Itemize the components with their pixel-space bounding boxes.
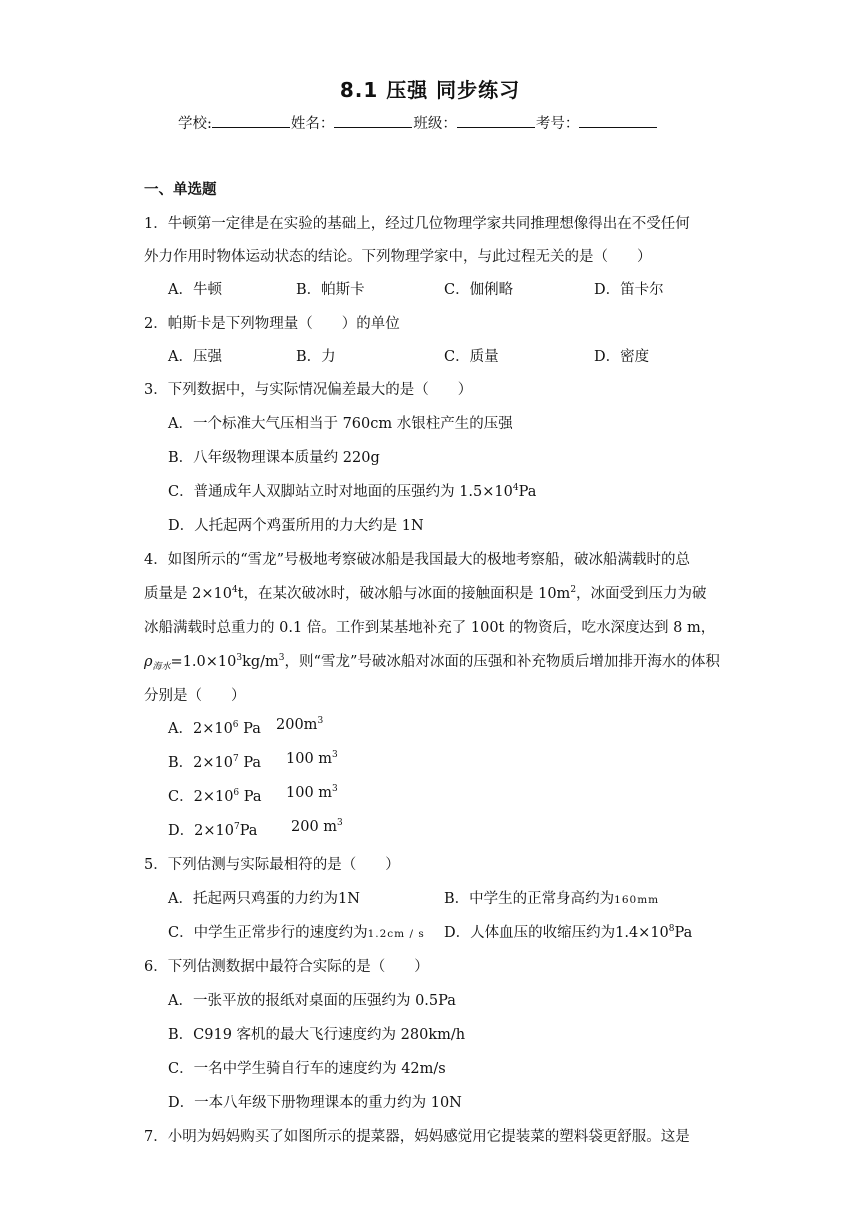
question-4-line-3: 冰船满载时总重力的 0.1 倍。工作到某基地补充了 100t 的物资后，吃水深度达到 8 m，: [144, 620, 716, 636]
question-3-line-1: 3．下列数据中，与实际情况偏差最大的是（ ）: [144, 382, 473, 398]
question-2-option-b: B．力: [296, 349, 336, 365]
question-1-line-2: 外力作用时物体运动状态的结论。下列物理学家中，与此过程无关的是（ ）: [144, 249, 652, 265]
question-4-option-a-volume: $200m^3$: [276, 716, 324, 733]
question-3-option-d: D．人托起两个鸡蛋所用的力大约是 1N: [168, 518, 424, 534]
name-label: 姓名：: [290, 116, 335, 132]
question-6-option-a: A．一张平放的报纸对桌面的压强约为 0.5Pa: [168, 993, 456, 1009]
question-4-line-2: 质量是 $2\times 10^4t$，在某次破冰时，破冰船与冰面的接触面积是 $10m^2$，冰面受到压力为破: [144, 585, 707, 602]
question-4-line-4: $\rho_{海水}=1.0\times 10^3kg/m^3$，则“雪龙”号破冰船对冰面的压强和补充物质后增加排开海水的体积: [144, 653, 720, 672]
question-5-option-c: C．中学生正常步行的速度约为1.2cm / s: [168, 925, 425, 941]
question-4-option-c-volume: 100 $m^3$: [286, 784, 338, 801]
question-3-option-a: A．一个标准大气压相当于 760cm 水银柱产生的压强: [168, 416, 513, 432]
question-6-option-c: C．一名中学生骑自行车的速度约为 42m/s: [168, 1061, 446, 1077]
question-2-option-c: C．质量: [444, 349, 499, 365]
exam-number-blank[interactable]: [579, 113, 657, 128]
question-4-option-b-volume: 100 $m^3$: [286, 750, 338, 767]
student-info-row: [178, 112, 658, 133]
question-6-option-d: D．一本八年级下册物理课本的重力约为 10N: [168, 1095, 462, 1111]
school-blank[interactable]: [212, 113, 290, 128]
question-1-option-d: D．笛卡尔: [594, 282, 664, 298]
question-7-line-1: 7．小明为妈妈购买了如图所示的提菜器，妈妈感觉用它提装菜的塑料袋更舒服。这是: [144, 1129, 690, 1145]
question-6-option-b: B．C919 客机的最大飞行速度约为 280km/h: [168, 1027, 466, 1043]
question-3-option-c: C．普通成年人双脚站立时对地面的压强约为 $1.5\times 10^4Pa$: [168, 483, 537, 500]
question-4-line-1: 4．如图所示的“雪龙”号极地考察破冰船是我国最大的极地考察船，破冰船满载时的总: [144, 552, 691, 568]
question-4-option-a: A．$2\times 10^6$ Pa: [168, 720, 261, 737]
question-1-option-b: B．帕斯卡: [296, 282, 365, 298]
section-heading: 一、单选题: [144, 182, 217, 198]
exam-number-label: 考号：: [535, 116, 580, 132]
school-label: 学校:: [178, 116, 212, 132]
question-4-option-d: D．$2\times 10^7Pa$: [168, 822, 258, 839]
question-4-option-d-volume: 200 $m^3$: [291, 818, 343, 835]
name-blank[interactable]: [334, 113, 412, 128]
question-5-option-a: A．托起两只鸡蛋的力约为1N: [168, 891, 360, 907]
question-5-line-1: 5．下列估测与实际最相符的是（ ）: [144, 857, 400, 873]
page-title: 8.1 压强 同步练习: [339, 78, 521, 102]
question-5-option-b: B．中学生的正常身高约为160mm: [444, 891, 660, 907]
question-4-option-b: B．$2\times 10^7$ Pa: [168, 754, 262, 771]
question-4-line-5: 分别是（ ）: [144, 688, 246, 704]
question-6-line-1: 6．下列估测数据中最符合实际的是（ ）: [144, 959, 429, 975]
question-1-option-c: C．伽俐略: [444, 282, 514, 298]
question-3-option-b: B．八年级物理课本质量约 220g: [168, 450, 380, 466]
question-1-option-a: A．牛顿: [168, 282, 222, 298]
question-1-line-1: 1．牛顿第一定律是在实验的基础上，经过几位物理学家共同推理想像得出在不受任何: [144, 216, 690, 232]
class-label: 班级：: [413, 116, 457, 132]
question-4-option-c: C．$2\times 10^6$ Pa: [168, 788, 262, 805]
question-2-option-a: A．压强: [168, 349, 222, 365]
class-blank[interactable]: [457, 113, 535, 128]
question-2-option-d: D．密度: [594, 349, 650, 365]
question-5-option-d: D．人体血压的收缩压约为$1.4\times 10^8Pa$: [444, 924, 693, 941]
question-2-line-1: 2．帕斯卡是下列物理量（ ）的单位: [144, 316, 400, 332]
